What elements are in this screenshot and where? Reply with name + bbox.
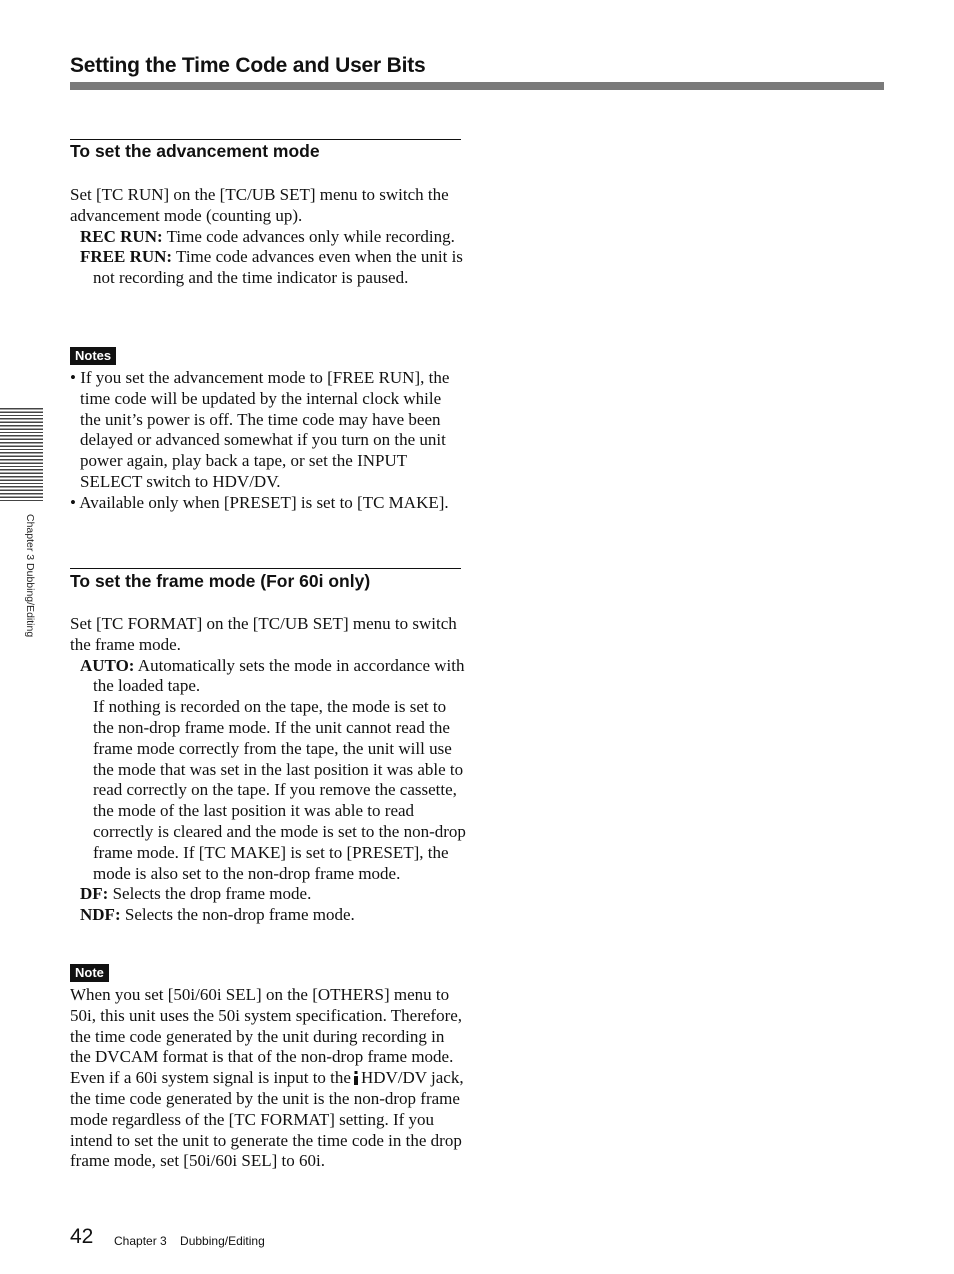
section-rule — [70, 568, 461, 569]
section-rule — [70, 139, 461, 140]
term-free-run: FREE RUN: — [80, 247, 173, 267]
frame-mode-note — [70, 985, 466, 1172]
page-title: Setting the Time Code and User Bits — [70, 54, 426, 77]
advancement-intro: Set [TC RUN] on the [TC/UB SET] menu to switch the advancement mode (counting up). — [70, 185, 449, 225]
desc-df: Selects the drop frame mode. — [108, 884, 312, 904]
notes-badge: Notes — [70, 347, 116, 365]
desc-rec-run: Time code advances only while recording. — [162, 226, 455, 246]
desc-free-run: Time code advances even when the unit is not recording and the time indicator is paused. — [93, 247, 463, 288]
footer-chapter-label: Chapter 3 Dubbing/Editing — [114, 1234, 265, 1248]
desc-ndf: Selects the non-drop frame mode. — [120, 905, 355, 925]
section-heading-frame-mode: To set the frame mode (For 60i only) — [70, 571, 371, 591]
definition-ndf — [70, 905, 466, 926]
header-rule — [70, 82, 884, 90]
definition-free-run — [70, 247, 466, 289]
note-item: • If you set the advancement mode to [FREE RUN], the time code will be updated by the internal clock while the unit’s power is off. The time code may have been delayed or advanced somewhat if you turn on the unit power again, play back a tape, or set the INPUT SELECT switch to HDV/DV. — [70, 368, 450, 491]
term-df: DF: — [80, 884, 109, 904]
section-heading-advancement-mode: To set the advancement mode — [70, 141, 320, 161]
frame-mode-note-text — [70, 985, 466, 1172]
note-item: • Available only when [PRESET] is set to [TC MAKE]. — [70, 492, 449, 512]
frame-mode-intro: Set [TC FORMAT] on the [TC/UB SET] menu to switch the frame mode. — [70, 614, 457, 654]
definition-rec-run — [70, 227, 466, 248]
note-text-part-1: When you set [50i/60i SEL] on the [OTHERS] menu to 50i, this unit uses the 50i system specification. Therefore, the time code generated by the unit during recording in the DVCAM format is that of the non-drop frame mode. Even if a 60i system signal is input to the — [70, 985, 463, 1088]
note-text-part-2: HDV/DV jack, the time code generated by the unit is the non-drop frame mode regardless of the [TC FORMAT] setting. If you intend to set the unit to generate the time code in the drop frame mode, set [50i/60i SEL] to 60i. — [70, 1068, 464, 1171]
advancement-notes — [70, 368, 466, 514]
definition-df — [70, 884, 466, 905]
frame-mode-body — [70, 614, 466, 926]
note-badge: Note — [70, 964, 109, 982]
i-link-icon — [353, 1070, 359, 1084]
desc-auto: Automatically sets the mode in accordance with the loaded tape. — [93, 655, 465, 696]
page-number: 42 — [70, 1225, 94, 1248]
definition-auto — [70, 656, 466, 698]
advancement-body — [70, 185, 466, 289]
term-auto: AUTO: — [80, 655, 135, 675]
chapter-tab-stripe — [0, 408, 43, 502]
auto-details: If nothing is recorded on the tape, the mode is set to the non-drop frame mode. If the unit cannot read the frame mode correctly from the tape, the unit will use the mode that was set in the last position it was able to read correctly on the tape. If you remove the cassette, the mode of the last position it was able to read correctly is cleared and the mode is set to the non-drop frame mode. If [TC MAKE] is set to [PRESET], the mode is also set to the non-drop frame mode. — [93, 697, 466, 883]
side-chapter-label: Chapter 3 Dubbing/Editing — [24, 514, 36, 638]
term-rec-run: REC RUN: — [80, 226, 163, 246]
term-ndf: NDF: — [80, 905, 121, 925]
